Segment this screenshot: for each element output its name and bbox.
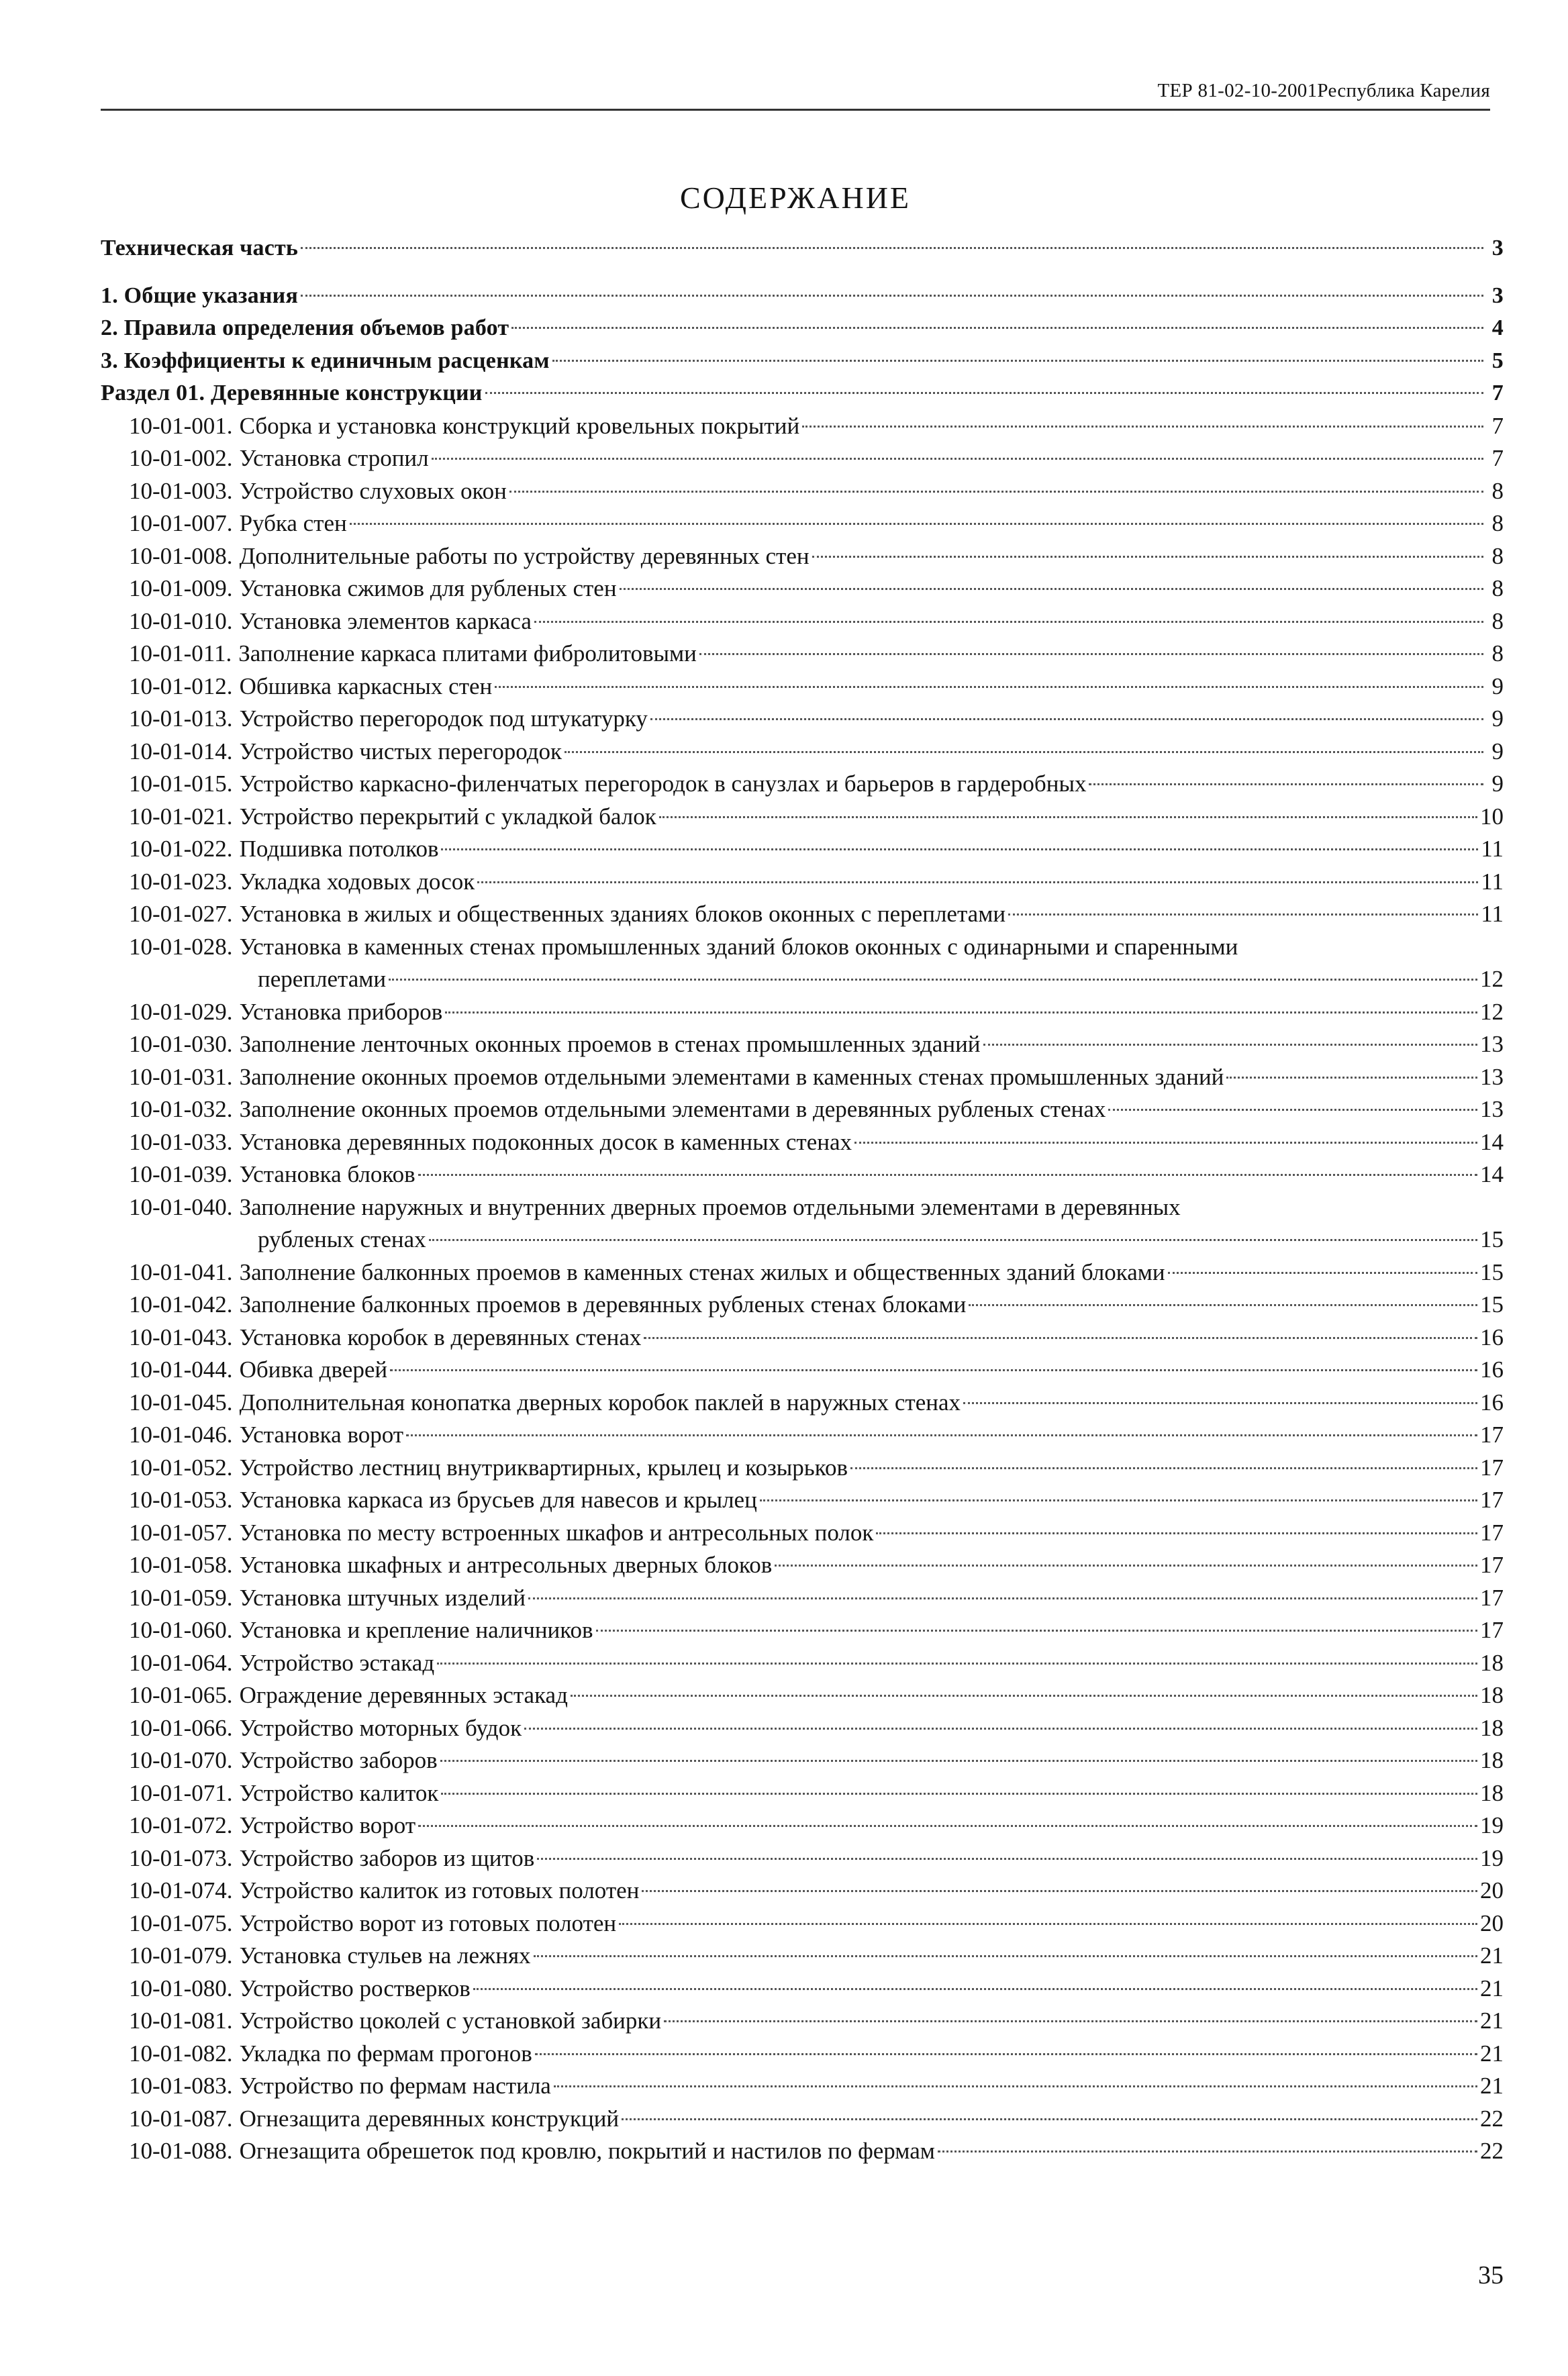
toc-entry-title: Установка деревянных подоконных досок в каменных стенах <box>239 1128 852 1155</box>
dot-leader <box>938 2150 1477 2152</box>
dot-leader <box>440 1760 1477 1762</box>
dot-leader <box>301 247 1483 249</box>
dot-leader <box>963 1402 1477 1404</box>
dot-leader <box>1168 1272 1477 1274</box>
toc-entry[interactable] <box>101 1322 1504 1354</box>
toc-section-title: 2. Правила определения объемов работ <box>101 315 509 340</box>
toc-entry[interactable] <box>101 1712 1504 1745</box>
page-number: 35 <box>1478 2261 1504 2289</box>
toc-entry-code: 10-01-033. <box>129 1128 233 1155</box>
toc-entry[interactable] <box>101 1517 1504 1550</box>
dot-leader <box>1089 783 1483 785</box>
toc-entry-title: Устройство цоколей с установкой забирки <box>239 2008 662 2034</box>
toc-page-number: 14 <box>1480 1128 1504 1155</box>
dot-leader <box>495 686 1483 688</box>
dot-leader <box>511 327 1483 329</box>
toc-section-title: 3. Коэффициенты к единичным расценкам <box>101 348 550 373</box>
toc-page-number: 15 <box>1480 1258 1504 1285</box>
toc-entry[interactable] <box>101 768 1504 801</box>
toc-page-number: 8 <box>1491 575 1504 601</box>
toc-page-number: 18 <box>1480 1779 1504 1806</box>
toc-entry-code: 10-01-075. <box>129 1910 233 1936</box>
dot-leader <box>775 1565 1477 1567</box>
toc-entry-code: 10-01-082. <box>129 2040 233 2067</box>
toc-page-number: 10 <box>1480 803 1504 830</box>
toc-entry-code: 10-01-021. <box>129 803 233 830</box>
toc-entry-title: Ограждение деревянных эстакад <box>239 1682 568 1708</box>
toc-entry[interactable] <box>101 1679 1504 1712</box>
toc-entry[interactable] <box>101 1810 1504 1842</box>
toc-entry-title: Установка приборов <box>239 998 443 1025</box>
toc-entry[interactable] <box>101 1158 1504 1191</box>
toc-entry[interactable] <box>101 475 1504 508</box>
toc-entry[interactable] <box>101 442 1504 475</box>
toc-entry[interactable] <box>101 1647 1504 1680</box>
toc-entry-code: 10-01-066. <box>129 1714 233 1741</box>
toc-entry-title: Установка по месту встроенных шкафов и антресольных полок <box>239 1519 874 1546</box>
toc-entry-title: Установка шкафных и антресольных дверных блоков <box>239 1552 773 1578</box>
toc-entry[interactable] <box>101 1842 1504 1875</box>
toc-entry-code: 10-01-072. <box>129 1812 233 1838</box>
toc-entry-title: Устройство по фермам настила <box>239 2073 551 2099</box>
toc-page-number: 9 <box>1491 771 1504 797</box>
toc-entry-title: Сборка и установка конструкций кровельных покрытий <box>239 412 800 439</box>
dot-leader <box>1008 913 1478 915</box>
toc-entry-code: 10-01-010. <box>129 607 233 634</box>
dot-leader <box>445 1011 1477 1013</box>
toc-entry-code: 10-01-052. <box>129 1454 233 1481</box>
toc-entry-title: Установка стульев на лежнях <box>239 1942 531 1969</box>
toc-page-number: 19 <box>1480 1812 1504 1838</box>
dot-leader <box>596 1630 1477 1632</box>
toc-page-number: 12 <box>1480 966 1504 992</box>
toc-entry-title: Устройство ворот <box>239 1812 416 1838</box>
toc-entry[interactable] <box>101 1973 1504 2006</box>
toc-entry[interactable] <box>101 1419 1504 1452</box>
toc-entry-title: Установка элементов каркаса <box>239 607 532 634</box>
toc-entry[interactable] <box>101 1061 1504 1094</box>
toc-entry[interactable] <box>101 866 1504 899</box>
toc-entry-title: Установка каркаса из брусьев для навесов и крылец <box>239 1487 757 1513</box>
toc-page-number: 13 <box>1480 1096 1504 1122</box>
toc-entry-title-continued: рубленых стенах <box>258 1226 426 1252</box>
dot-leader <box>473 1988 1477 1990</box>
toc-page-number: 18 <box>1480 1747 1504 1773</box>
dot-leader <box>509 491 1483 493</box>
toc-section-title: 1. Общие указания <box>101 283 299 308</box>
toc-entry-title: Устройство чистых перегородок <box>239 738 562 764</box>
toc-entry[interactable] <box>101 507 1504 540</box>
toc-entry-title: Устройство слуховых окон <box>239 477 507 504</box>
toc-page-number: 18 <box>1480 1649 1504 1676</box>
toc-entry-code: 10-01-070. <box>129 1747 233 1773</box>
dot-leader <box>850 1467 1477 1469</box>
toc-page-number: 8 <box>1491 640 1504 666</box>
toc-entry-code: 10-01-002. <box>129 445 233 471</box>
toc-entry-title: Заполнение ленточных оконных проемов в стенах промышленных зданий <box>239 1031 981 1057</box>
toc-page-number: 16 <box>1480 1389 1504 1416</box>
dot-leader <box>534 621 1483 623</box>
toc-entry-title: Дополнительная конопатка дверных коробок паклей в наружных стенах <box>239 1389 961 1416</box>
toc-entry[interactable] <box>101 996 1504 1029</box>
dot-leader <box>528 1597 1477 1599</box>
toc-entry-code: 10-01-014. <box>129 738 233 764</box>
toc-entry-title: Устройство каркасно-филенчатых перегородок в санузлах и барьеров в гардеробных <box>239 771 1087 797</box>
toc-page-number: 17 <box>1480 1584 1504 1611</box>
toc-entry-code: 10-01-030. <box>129 1031 233 1057</box>
dot-leader <box>876 1532 1477 1534</box>
dot-leader <box>485 392 1483 394</box>
toc-page-number: 5 <box>1491 348 1504 373</box>
toc-entry-title: Устройство калиток из готовых полотен <box>239 1877 640 1903</box>
toc-entry-code: 10-01-059. <box>129 1584 233 1611</box>
toc-entry[interactable] <box>101 898 1504 931</box>
toc-entry[interactable] <box>101 1028 1504 1061</box>
toc-entry-title: Огнезащита деревянных конструкций <box>239 2105 620 2132</box>
toc-entry[interactable] <box>101 410 1504 443</box>
toc-entry[interactable] <box>101 931 1504 964</box>
toc-entry-code: 10-01-083. <box>129 2073 233 2099</box>
toc-entry-title: Огнезащита обрешеток под кровлю, покрытий и настилов по фермам <box>239 2138 935 2164</box>
toc-entry[interactable] <box>101 736 1504 769</box>
dot-leader <box>537 1858 1477 1860</box>
toc-entry-title: Устройство ростверков <box>239 1975 471 2001</box>
dot-leader <box>437 1663 1477 1665</box>
toc-entry-title: Установка блоков <box>239 1161 415 1187</box>
dot-leader <box>350 523 1483 525</box>
toc-entry-title: Заполнение оконных проемов отдельными элементами в деревянных рубленых стенах <box>239 1096 1106 1122</box>
toc-entry-title: Заполнение каркаса плитами фибролитовыми <box>238 640 697 666</box>
toc-entry[interactable] <box>101 833 1504 866</box>
toc-entry-code: 10-01-058. <box>129 1552 233 1578</box>
toc-entry[interactable] <box>101 703 1504 736</box>
toc-page-number: 17 <box>1480 1617 1504 1643</box>
dot-leader <box>535 2053 1477 2055</box>
toc-page-number: 11 <box>1481 836 1504 862</box>
toc-entry-title: Устройство ворот из готовых полотен <box>239 1910 617 1936</box>
toc-entry[interactable] <box>101 801 1504 834</box>
dot-leader <box>664 2020 1477 2022</box>
toc-entry-code: 10-01-087. <box>129 2105 233 2132</box>
toc-section-entry[interactable] <box>101 280 1504 313</box>
dot-leader <box>620 588 1483 590</box>
dot-leader <box>432 458 1483 460</box>
dot-leader <box>760 1499 1477 1501</box>
toc-entry-code: 10-01-001. <box>129 412 233 439</box>
toc-entry-code: 10-01-088. <box>129 2138 233 2164</box>
toc-page-number: 9 <box>1491 673 1504 699</box>
toc-entry-code: 10-01-057. <box>129 1519 233 1546</box>
toc-entry[interactable] <box>101 1908 1504 1940</box>
toc-entry-title: Устройство заборов из щитов <box>239 1844 535 1871</box>
toc-entry[interactable] <box>101 671 1504 703</box>
toc-page-number: 16 <box>1480 1324 1504 1350</box>
toc-entry-title: Обивка дверей <box>239 1356 388 1383</box>
dot-leader <box>441 848 1478 850</box>
toc-entry[interactable] <box>101 1256 1504 1289</box>
toc-page-number: 21 <box>1480 1942 1504 1969</box>
toc-page-number: 19 <box>1480 1844 1504 1871</box>
toc-entry[interactable] <box>101 573 1504 605</box>
toc-entry[interactable] <box>101 1777 1504 1810</box>
toc-entry[interactable] <box>101 1191 1504 1224</box>
toc-entry-title: Заполнение балконных проемов в деревянных рубленых стенах блоками <box>239 1291 967 1318</box>
toc-page-number: 17 <box>1480 1519 1504 1546</box>
dot-leader <box>477 881 1478 883</box>
toc-page-number: 13 <box>1480 1031 1504 1057</box>
toc-entry-code: 10-01-044. <box>129 1356 233 1383</box>
toc-page-number: 3 <box>1491 283 1504 308</box>
toc-entry-code: 10-01-011. <box>129 640 232 666</box>
toc-entry[interactable] <box>101 1126 1504 1159</box>
toc-entry[interactable] <box>101 1614 1504 1647</box>
toc-entry-code: 10-01-060. <box>129 1617 233 1643</box>
toc-page-number: 8 <box>1491 542 1504 569</box>
toc-page-number: 17 <box>1480 1454 1504 1481</box>
toc-entry-code: 10-01-003. <box>129 477 233 504</box>
toc-entry-title-continued: переплетами <box>258 966 387 992</box>
dot-leader <box>552 360 1483 362</box>
toc-page-number: 4 <box>1491 315 1504 340</box>
toc-entry[interactable] <box>101 1387 1504 1420</box>
toc-entry-title: Установка в жилых и общественных зданиях блоков оконных с переплетами <box>239 901 1006 927</box>
toc-entry[interactable] <box>101 1582 1504 1615</box>
toc-page-number: 8 <box>1491 477 1504 504</box>
toc-entry-code: 10-01-071. <box>129 1779 233 1806</box>
toc-entry-code: 10-01-073. <box>129 1844 233 1871</box>
toc-entry-code: 10-01-023. <box>129 868 233 895</box>
toc-entry-title: Устройство калиток <box>239 1779 439 1806</box>
dot-leader <box>802 426 1483 428</box>
dot-leader <box>534 1955 1477 1957</box>
toc-page-number: 13 <box>1480 1063 1504 1090</box>
toc-entry-title: Устройство перекрытий с укладкой балок <box>239 803 656 830</box>
toc-entry-title: Установка и крепление наличников <box>239 1617 593 1643</box>
toc-page-number: 20 <box>1480 1910 1504 1936</box>
toc-section-entry[interactable] <box>101 377 1504 410</box>
toc-entry-code: 10-01-065. <box>129 1682 233 1708</box>
dot-leader <box>301 295 1483 297</box>
toc-entry[interactable] <box>101 2135 1504 2168</box>
toc-page-number: 17 <box>1480 1422 1504 1448</box>
toc-entry[interactable] <box>101 1452 1504 1485</box>
toc-page-number: 7 <box>1491 445 1504 471</box>
toc-entry-title: Установка сжимов для рубленых стен <box>239 575 617 601</box>
toc-section-entry[interactable] <box>101 232 1504 265</box>
dot-leader <box>390 1369 1477 1371</box>
toc-entry-code: 10-01-039. <box>129 1161 233 1187</box>
toc-section-title: Раздел 01. Деревянные конструкции <box>101 381 483 405</box>
dot-leader <box>389 979 1477 981</box>
dot-leader <box>812 556 1483 558</box>
page-title: СОДЕРЖАНИЕ <box>679 181 912 215</box>
toc-page-number: 21 <box>1480 2073 1504 2099</box>
toc-entry-code: 10-01-013. <box>129 705 233 732</box>
toc-entry[interactable] <box>101 2103 1504 2136</box>
toc-page-number: 7 <box>1491 381 1504 405</box>
toc-page-number: 18 <box>1480 1682 1504 1708</box>
dot-leader <box>418 1174 1477 1176</box>
toc-entry-title: Укладка по фермам прогонов <box>239 2040 532 2067</box>
toc-entry-title: Устройство лестниц внутриквартирных, крылец и козырьков <box>239 1454 848 1481</box>
toc-page-number: 21 <box>1480 2008 1504 2034</box>
toc-entry[interactable] <box>101 1744 1504 1777</box>
toc-entry-code: 10-01-015. <box>129 771 233 797</box>
toc-entry-title: Устройство эстакад <box>239 1649 435 1676</box>
toc-entry[interactable] <box>101 1940 1504 1973</box>
toc-entry[interactable] <box>101 1549 1504 1582</box>
toc-page-number: 16 <box>1480 1356 1504 1383</box>
dot-leader <box>524 1728 1477 1730</box>
toc-entry-continuation[interactable] <box>101 963 1504 996</box>
dot-leader <box>854 1142 1477 1144</box>
dot-leader <box>565 751 1483 753</box>
toc-entry-title: Укладка ходовых досок <box>239 868 475 895</box>
toc-page-number: 11 <box>1481 868 1504 895</box>
toc-page-number: 22 <box>1480 2138 1504 2164</box>
toc-page-number: 7 <box>1491 412 1504 439</box>
toc-entry-title: Устройство моторных будок <box>239 1714 522 1741</box>
toc-page-number: 8 <box>1491 510 1504 536</box>
table-of-contents <box>101 232 1504 2168</box>
toc-entry-title: Подшивка потолков <box>239 836 439 862</box>
dot-leader <box>659 816 1477 818</box>
toc-entry-code: 10-01-079. <box>129 1942 233 1969</box>
dot-leader <box>983 1044 1477 1046</box>
toc-section-entry[interactable] <box>101 312 1504 345</box>
page-header <box>101 66 1490 111</box>
toc-entry-title: Обшивка каркасных стен <box>239 673 493 699</box>
toc-entry[interactable] <box>101 605 1504 638</box>
toc-page-number: 11 <box>1481 901 1504 927</box>
toc-page-number: 18 <box>1480 1714 1504 1741</box>
dot-leader <box>429 1239 1477 1241</box>
toc-page-number: 14 <box>1480 1161 1504 1187</box>
toc-entry-title: Рубка стен <box>239 510 347 536</box>
toc-entry-code: 10-01-064. <box>129 1649 233 1676</box>
toc-entry-code: 10-01-027. <box>129 901 233 927</box>
toc-page-number: 17 <box>1480 1487 1504 1513</box>
toc-entry[interactable] <box>101 2005 1504 2038</box>
toc-section-entry[interactable] <box>101 345 1504 378</box>
toc-entry-title: Установка коробок в деревянных стенах <box>239 1324 642 1350</box>
toc-entry-continuation[interactable] <box>101 1224 1504 1256</box>
toc-entry[interactable] <box>101 638 1504 671</box>
dot-leader <box>644 1337 1477 1339</box>
toc-entry-code: 10-01-045. <box>129 1389 233 1416</box>
toc-entry-code: 10-01-081. <box>129 2008 233 2034</box>
toc-page-number: 22 <box>1480 2105 1504 2132</box>
toc-entry-title: Установка стропил <box>239 445 429 471</box>
toc-entry-code: 10-01-029. <box>129 998 233 1025</box>
toc-entry[interactable] <box>101 1354 1504 1387</box>
toc-entry-title: Заполнение оконных проемов отдельными элементами в каменных стенах промышленных зданий <box>239 1063 1224 1090</box>
dot-leader <box>554 2085 1477 2087</box>
dot-leader <box>571 1695 1477 1697</box>
toc-entry-code: 10-01-046. <box>129 1422 233 1448</box>
toc-entry-code: 10-01-009. <box>129 575 233 601</box>
toc-page-number: 3 <box>1491 236 1504 260</box>
toc-page-number: 21 <box>1480 2040 1504 2067</box>
dot-leader <box>622 2118 1477 2120</box>
toc-entry-code: 10-01-043. <box>129 1324 233 1350</box>
dot-leader <box>1226 1077 1477 1079</box>
toc-entry-code: 10-01-040. <box>129 1193 233 1220</box>
toc-page-number: 17 <box>1480 1552 1504 1578</box>
toc-entry-title: Установка в каменных стенах промышленных зданий блоков оконных с одинарными и спаренными <box>239 933 1238 960</box>
toc-entry[interactable] <box>101 1484 1504 1517</box>
toc-page-number: 9 <box>1491 738 1504 764</box>
toc-page-number: 15 <box>1480 1291 1504 1318</box>
toc-entry[interactable] <box>101 1289 1504 1322</box>
dot-leader <box>1108 1109 1477 1111</box>
toc-page-number: 20 <box>1480 1877 1504 1903</box>
toc-entry[interactable] <box>101 1093 1504 1126</box>
toc-entry-code: 10-01-012. <box>129 673 233 699</box>
dot-leader <box>619 1923 1477 1925</box>
toc-entry-title: Установка ворот <box>239 1422 404 1448</box>
toc-page-number: 21 <box>1480 1975 1504 2001</box>
toc-page-number: 12 <box>1480 998 1504 1025</box>
dot-leader <box>441 1793 1477 1795</box>
toc-entry-title: Заполнение балконных проемов в каменных стенах жилых и общественных зданий блоками <box>239 1258 1165 1285</box>
toc-entry-code: 10-01-041. <box>129 1258 233 1285</box>
toc-entry-code: 10-01-042. <box>129 1291 233 1318</box>
toc-entry-code: 10-01-074. <box>129 1877 233 1903</box>
toc-entry-code: 10-01-080. <box>129 1975 233 2001</box>
toc-entry[interactable] <box>101 2038 1504 2071</box>
toc-entry[interactable] <box>101 1875 1504 1908</box>
dot-leader <box>969 1304 1477 1306</box>
toc-entry-title: Заполнение наружных и внутренних дверных проемов отдельными элементами в деревянных <box>239 1193 1181 1220</box>
toc-section-title: Техническая часть <box>101 236 299 260</box>
header-document-code: ТЕР 81-02-10-2001Республика Карелия <box>1157 80 1490 101</box>
toc-page-number: 9 <box>1491 705 1504 732</box>
toc-entry-title: Дополнительные работы по устройству деревянных стен <box>239 542 810 569</box>
toc-page-number: 15 <box>1480 1226 1504 1252</box>
toc-entry-code: 10-01-053. <box>129 1487 233 1513</box>
dot-leader <box>699 653 1483 655</box>
toc-entry-code: 10-01-007. <box>129 510 233 536</box>
toc-page-number: 8 <box>1491 607 1504 634</box>
toc-entry-title: Устройство перегородок под штукатурку <box>239 705 648 732</box>
toc-entry-code: 10-01-032. <box>129 1096 233 1122</box>
dot-leader <box>406 1434 1477 1436</box>
toc-entry-code: 10-01-031. <box>129 1063 233 1090</box>
toc-entry[interactable] <box>101 540 1504 573</box>
dot-leader <box>650 718 1483 720</box>
toc-entry-title: Установка штучных изделий <box>239 1584 526 1611</box>
toc-entry[interactable] <box>101 2070 1504 2103</box>
toc-entry-code: 10-01-022. <box>129 836 233 862</box>
dot-leader <box>418 1825 1477 1827</box>
dot-leader <box>642 1890 1477 1892</box>
toc-entry-code: 10-01-028. <box>129 933 233 960</box>
toc-entry-title: Устройство заборов <box>239 1747 438 1773</box>
toc-entry-code: 10-01-008. <box>129 542 233 569</box>
